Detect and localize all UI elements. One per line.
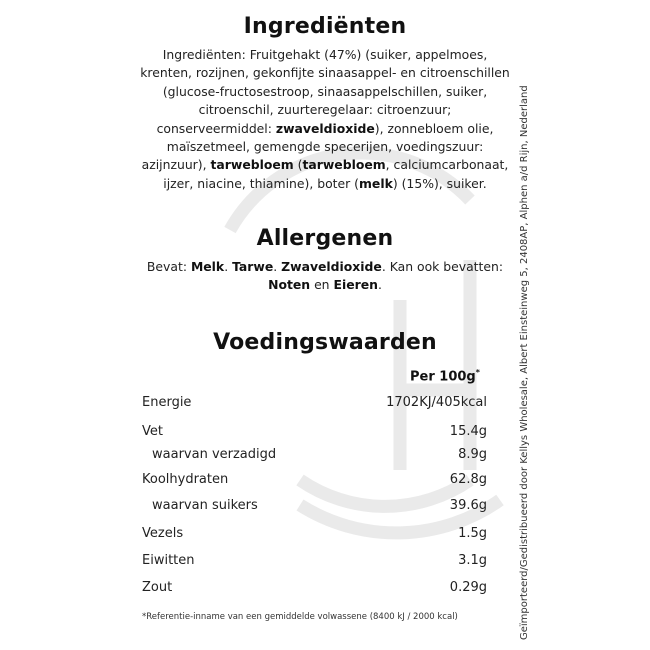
nutrient-value: 39.6g [449, 498, 487, 513]
nutrition-row [142, 395, 487, 413]
nutrition-row [142, 498, 487, 516]
nutrient-value: 8.9g [458, 447, 487, 462]
ingredients-allergen-word: melk [359, 175, 393, 191]
nutrient-label: waarvan suikers [152, 498, 258, 513]
ingredients-allergen-word: zwaveldioxide [275, 120, 375, 136]
allergens-text-run: . [273, 259, 282, 274]
nutrition-row [142, 447, 487, 465]
allergens-text-run: en [310, 277, 334, 293]
allergens-text-run: . [224, 259, 233, 274]
nutrition-row [142, 553, 487, 571]
allergens-text-run: Bevat: [146, 259, 191, 274]
nutrient-value: 3.1g [458, 553, 487, 568]
allergens-allergen-word: Noten [268, 277, 311, 293]
nutrient-label: Zout [142, 580, 173, 595]
nutrient-value: 15.4g [449, 424, 487, 439]
ingredients-text-run: Ingrediënten: Fruitgehakt (47%) (suiker, appelmoes, krenten, rozijnen, gekonfijte sinaasappel- en citroenschillen (glucose-fructosestroop, sinaasappelschillen, suiker, citroenschil, zuurteregelaar: citroenzuur; conserveermiddel: [140, 47, 510, 136]
nutrient-label: Energie [142, 395, 192, 410]
ingredients-text-run: ), zonnebloem olie, maïszetmeel, gemengde specerijen, voedingszuur: azijnzuur), [141, 120, 494, 173]
nutrient-value: 62.8g [449, 472, 487, 487]
ingredients-title: Ingrediënten [243, 14, 407, 39]
allergens-text [140, 258, 510, 295]
allergens-allergen-word: Tarwe [232, 259, 274, 274]
ingredients-text [140, 46, 510, 193]
ingredients-text-run: ( [293, 157, 303, 173]
per-100g-footnote-mark: * [475, 368, 480, 377]
per-100g-header [410, 368, 480, 384]
ingredients-text-run: , calciumcarbonaat, ijzer, niacine, thiamine), boter ( [163, 157, 509, 191]
allergens-allergen-word: Eieren [333, 277, 378, 293]
nutrient-label: Vet [142, 424, 163, 439]
nutrition-row [142, 472, 487, 490]
ingredients-allergen-word: tarwebloem [302, 157, 386, 173]
nutrient-value: 1.5g [458, 526, 487, 541]
nutrient-label: Vezels [142, 526, 184, 541]
nutrition-row [142, 424, 487, 442]
ingredients-text-run: ) (15%), suiker. [392, 175, 487, 191]
nutrition-row [142, 580, 487, 598]
importer-text: Geïmporteerd/Gedistribueerd door Kellys Wholesale, Albert Einsteinweg 5, 2408AP, Alphen a/d Rijn, Nederland [519, 85, 530, 640]
nutrition-row [142, 526, 487, 544]
per-100g-label: Per 100g [410, 369, 476, 385]
allergens-text-run: . [377, 277, 382, 293]
allergens-title: Allergenen [256, 226, 394, 251]
nutrient-label: waarvan verzadigd [152, 447, 277, 462]
nutrition-title: Voedingswaarden [213, 330, 437, 355]
ingredients-allergen-word: tarwebloem [210, 157, 294, 173]
nutrient-value: 0.29g [449, 580, 487, 595]
allergens-text-run: . Kan ook bevatten: [381, 259, 504, 274]
allergens-allergen-word: Zwaveldioxide [281, 259, 382, 274]
nutrient-value: 1702KJ/405kcal [386, 395, 487, 410]
reference-footnote: *Referentie-inname van een gemiddelde volwassene (8400 kJ / 2000 kcal) [142, 612, 458, 622]
nutrient-label: Eiwitten [142, 553, 195, 568]
allergens-allergen-word: Melk [190, 259, 225, 274]
nutrient-label: Koolhydraten [142, 472, 229, 487]
